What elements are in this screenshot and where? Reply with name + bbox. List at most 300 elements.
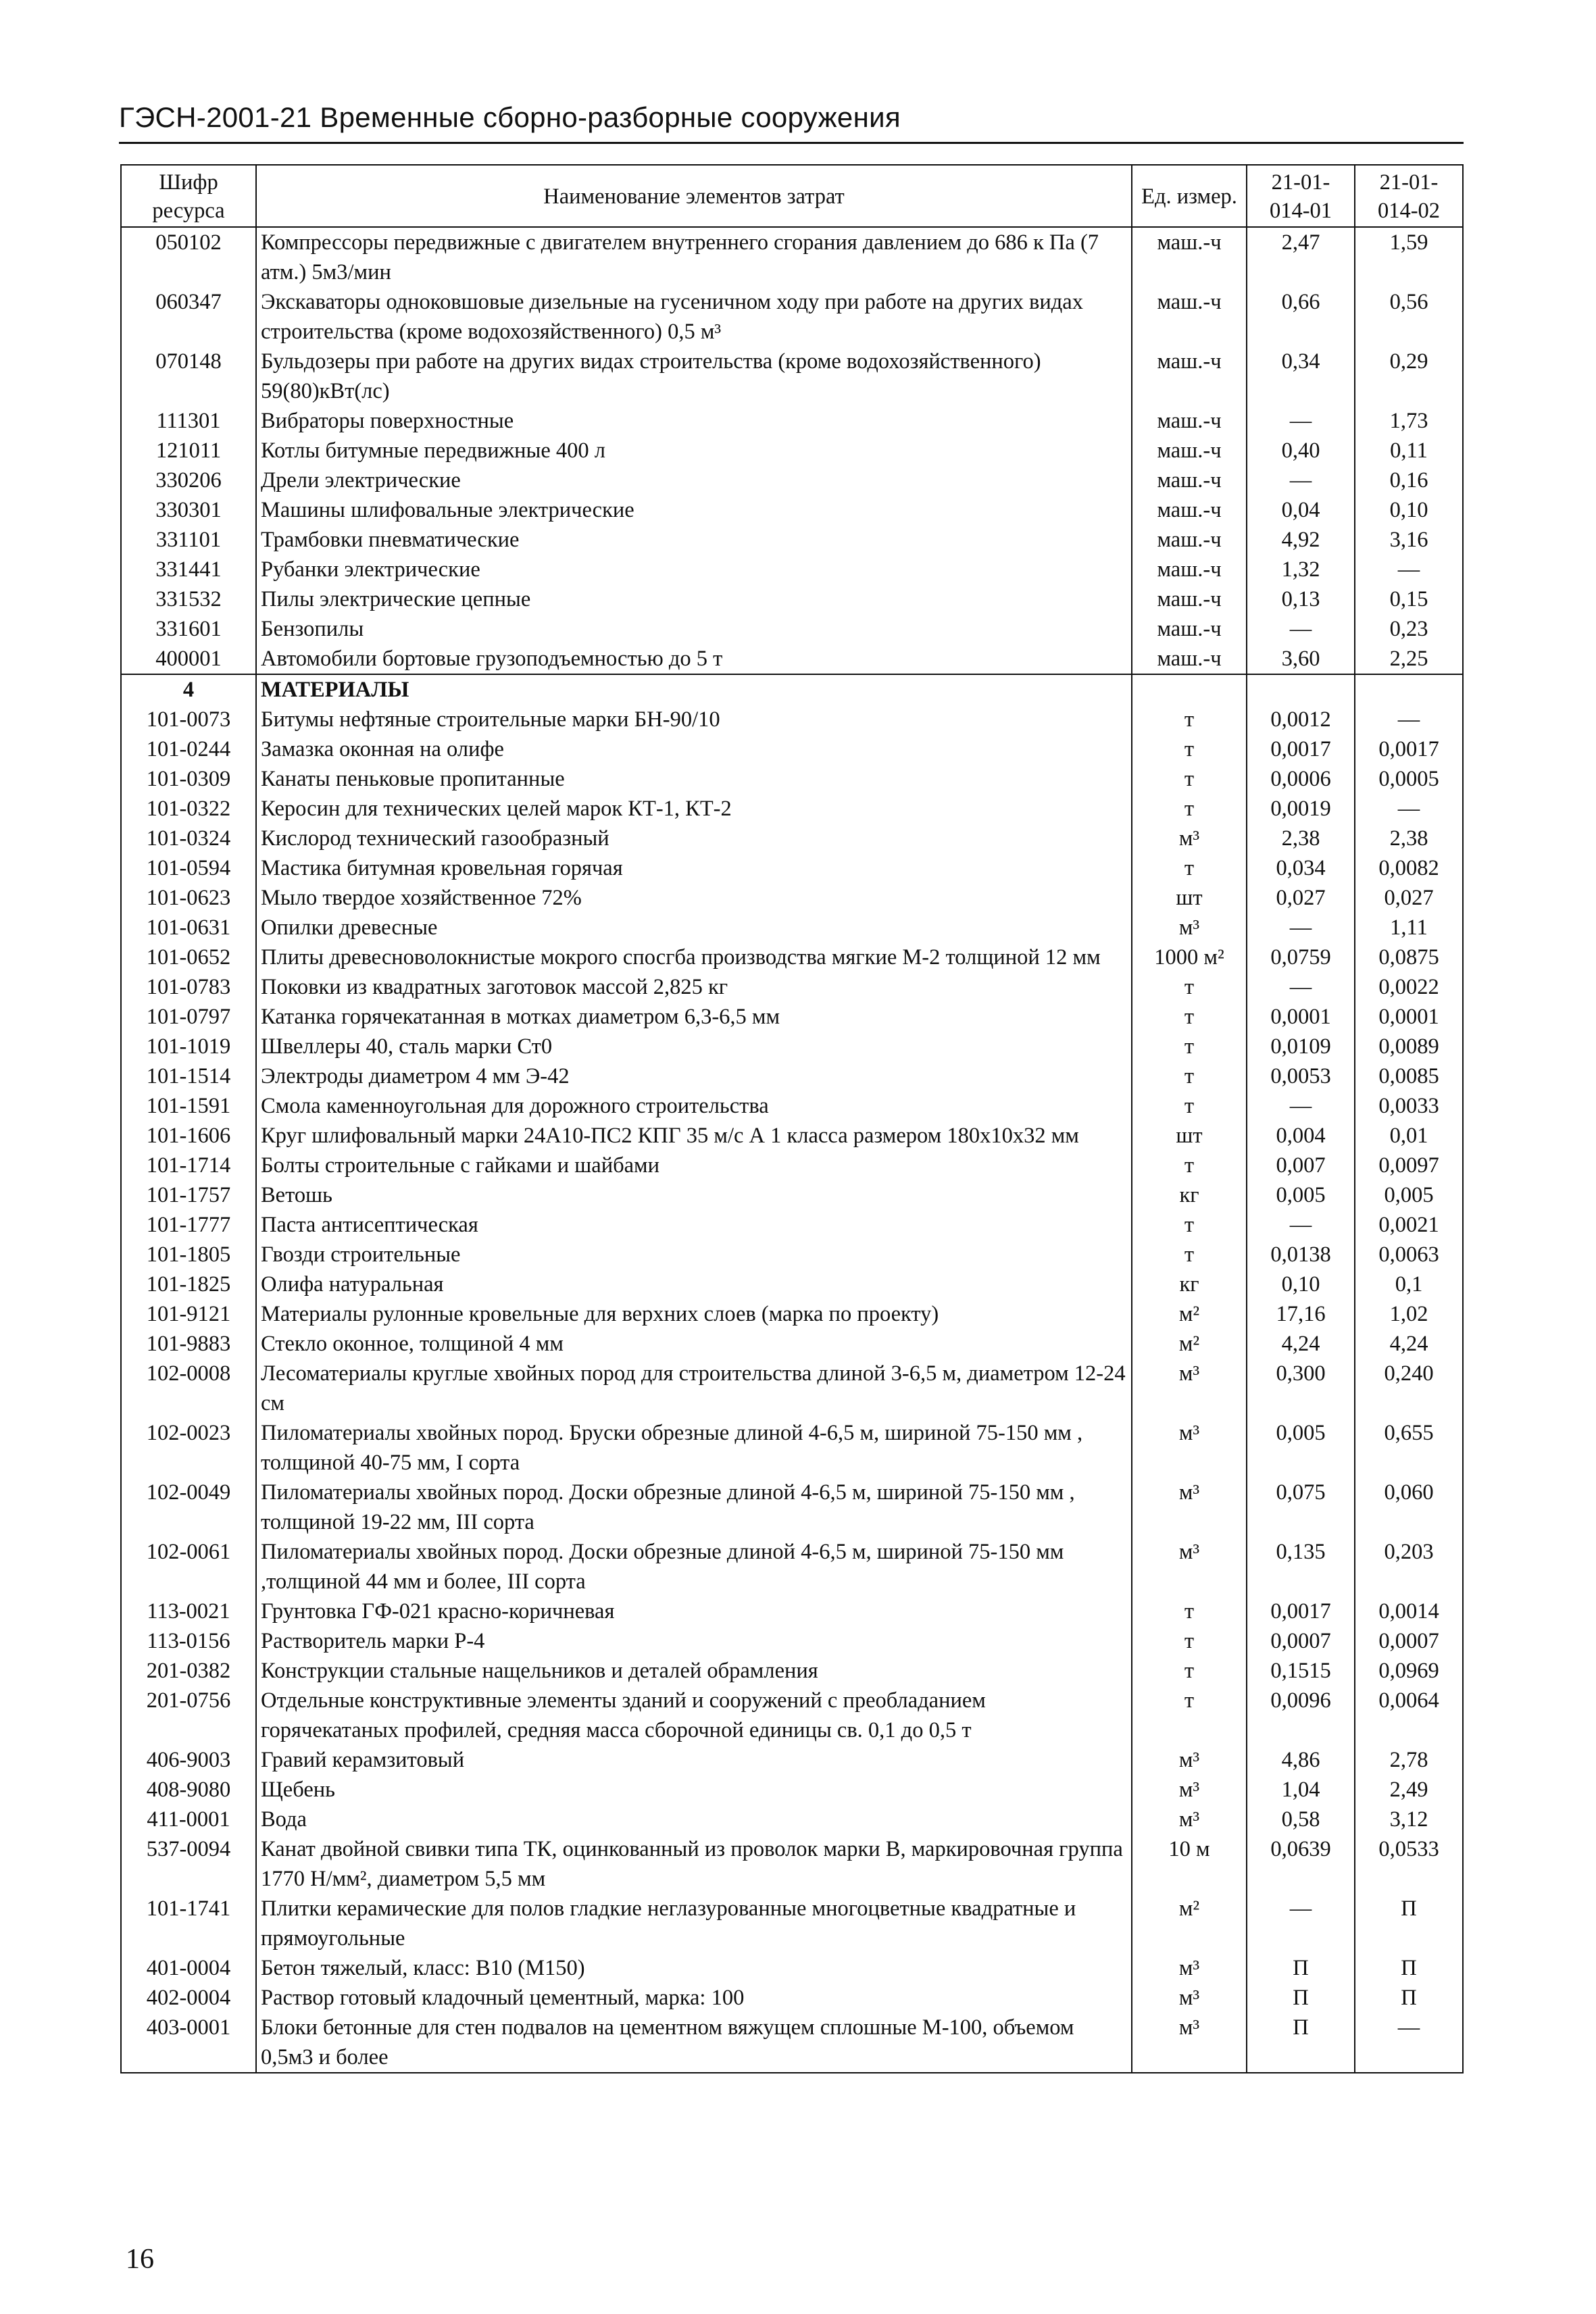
value-cell-2: 2,49 xyxy=(1355,1775,1463,1805)
value-cell-2: 0,0089 xyxy=(1355,1032,1463,1061)
value-cell-2: 0,0063 xyxy=(1355,1240,1463,1269)
table-row xyxy=(121,1180,1463,1210)
code-cell: 060347 xyxy=(121,287,256,347)
name-cell: Гвозди строительные xyxy=(256,1240,1132,1269)
table-row xyxy=(121,1032,1463,1061)
code-cell: 101-1714 xyxy=(121,1151,256,1180)
table-header xyxy=(121,165,1463,227)
name-cell: Электроды диаметром 4 мм Э-42 xyxy=(256,1061,1132,1091)
name-cell: Рубанки электрические xyxy=(256,555,1132,584)
unit-cell: м³ xyxy=(1132,1359,1247,1418)
table-row xyxy=(121,227,1463,287)
code-cell: 102-0008 xyxy=(121,1359,256,1418)
value-cell-2: 0,027 xyxy=(1355,883,1463,913)
name-cell: Котлы битумные передвижные 400 л xyxy=(256,436,1132,466)
name-cell: Щебень xyxy=(256,1775,1132,1805)
code-cell: 102-0049 xyxy=(121,1478,256,1537)
unit-cell: м³ xyxy=(1132,1418,1247,1478)
value-cell-2: 0,060 xyxy=(1355,1478,1463,1537)
value-cell-2: 0,01 xyxy=(1355,1121,1463,1151)
code-cell: 403-0001 xyxy=(121,2013,256,2073)
value-cell-2: 0,15 xyxy=(1355,584,1463,614)
table-row xyxy=(121,1775,1463,1805)
name-cell: Конструкции стальные нащельников и деталей обрамления xyxy=(256,1656,1132,1686)
value-cell-2: 0,0021 xyxy=(1355,1210,1463,1240)
unit-cell: т xyxy=(1132,1091,1247,1121)
value-cell-2: 0,0969 xyxy=(1355,1656,1463,1686)
code-cell: 101-0631 xyxy=(121,913,256,942)
table-row xyxy=(121,883,1463,913)
unit-cell: т xyxy=(1132,1656,1247,1686)
table-row xyxy=(121,614,1463,644)
unit-cell: маш.-ч xyxy=(1132,525,1247,555)
name-cell: Машины шлифовальные электрические xyxy=(256,495,1132,525)
unit-cell: т xyxy=(1132,705,1247,734)
unit-cell: 1000 м² xyxy=(1132,942,1247,972)
value-cell-2: П xyxy=(1355,1953,1463,1983)
value-cell-2: 4,24 xyxy=(1355,1329,1463,1359)
value-cell-1: — xyxy=(1247,406,1355,436)
value-cell-1: 0,0017 xyxy=(1247,734,1355,764)
table-row xyxy=(121,942,1463,972)
unit-cell: м³ xyxy=(1132,1775,1247,1805)
table-row xyxy=(121,1299,1463,1329)
name-cell: Блоки бетонные для стен подвалов на цементном вяжущем сплошные М-100, объемом 0,5м3 и более xyxy=(256,2013,1132,2073)
page-header-title: ГЭСН-2001-21 Временные сборно-разборные сооружения xyxy=(119,101,901,133)
code-cell: 101-9121 xyxy=(121,1299,256,1329)
value-cell-1: П xyxy=(1247,1953,1355,1983)
name-cell: Стекло оконное, толщиной 4 мм xyxy=(256,1329,1132,1359)
value-cell-1: 0,0006 xyxy=(1247,764,1355,794)
unit-cell: т xyxy=(1132,1210,1247,1240)
value-cell-1: 0,0001 xyxy=(1247,1002,1355,1032)
table-row xyxy=(121,555,1463,584)
name-cell: Битумы нефтяные строительные марки БН-90/10 xyxy=(256,705,1132,734)
code-cell: 101-1591 xyxy=(121,1091,256,1121)
value-cell-2: 1,59 xyxy=(1355,227,1463,287)
table-row xyxy=(121,1478,1463,1537)
value-cell-1: 0,007 xyxy=(1247,1151,1355,1180)
resource-table xyxy=(120,164,1464,2073)
table-row xyxy=(121,764,1463,794)
table-row xyxy=(121,1805,1463,1834)
value-cell-2: 0,11 xyxy=(1355,436,1463,466)
value-cell-2: 0,23 xyxy=(1355,614,1463,644)
unit-cell: т xyxy=(1132,853,1247,883)
value-cell-2: 2,25 xyxy=(1355,644,1463,674)
value-cell-1: 0,40 xyxy=(1247,436,1355,466)
name-cell: Бульдозеры при работе на других видах строительства (кроме водохозяйственного) 59(80)кВт(лс) xyxy=(256,347,1132,406)
value-cell-1: 0,0138 xyxy=(1247,1240,1355,1269)
value-cell-1: 0,075 xyxy=(1247,1478,1355,1537)
code-cell: 408-9080 xyxy=(121,1775,256,1805)
unit-cell: м³ xyxy=(1132,913,1247,942)
table-row xyxy=(121,1834,1463,1894)
table-row xyxy=(121,1240,1463,1269)
value-cell-1: 0,0007 xyxy=(1247,1626,1355,1656)
name-cell: Дрели электрические xyxy=(256,466,1132,495)
name-cell: Плитки керамические для полов гладкие неглазурованные многоцветные квадратные и прямоугольные xyxy=(256,1894,1132,1953)
header-divider xyxy=(119,142,1464,144)
name-cell: Пиломатериалы хвойных пород. Доски обрезные длиной 4-6,5 м, шириной 75-150 мм ,толщиной 44 мм и более, III сорта xyxy=(256,1537,1132,1596)
table-row xyxy=(121,824,1463,853)
value-cell-1: 0,34 xyxy=(1247,347,1355,406)
value-cell-1: 0,005 xyxy=(1247,1418,1355,1478)
value-cell-2: 1,02 xyxy=(1355,1299,1463,1329)
value-cell-2: 1,73 xyxy=(1355,406,1463,436)
table-row xyxy=(121,1061,1463,1091)
code-cell: 401-0004 xyxy=(121,1953,256,1983)
unit-cell: м³ xyxy=(1132,1983,1247,2013)
name-cell: Поковки из квадратных заготовок массой 2,825 кг xyxy=(256,972,1132,1002)
table-row xyxy=(121,1894,1463,1953)
unit-cell: кг xyxy=(1132,1180,1247,1210)
value-cell-1: 0,135 xyxy=(1247,1537,1355,1596)
value-cell-2: 3,16 xyxy=(1355,525,1463,555)
name-cell: Экскаваторы одноковшовые дизельные на гусеничном ходу при работе на других видах строительства (кроме водохозяйственного) 0,5 м³ xyxy=(256,287,1132,347)
table-row xyxy=(121,1626,1463,1656)
table-row xyxy=(121,1210,1463,1240)
code-cell: 331532 xyxy=(121,584,256,614)
code-cell: 402-0004 xyxy=(121,1983,256,2013)
unit-cell: маш.-ч xyxy=(1132,495,1247,525)
table-row xyxy=(121,1418,1463,1478)
name-cell: Опилки древесные xyxy=(256,913,1132,942)
unit-cell: м³ xyxy=(1132,824,1247,853)
value-cell-1: П xyxy=(1247,2013,1355,2073)
unit-cell: маш.-ч xyxy=(1132,466,1247,495)
code-cell: 102-0023 xyxy=(121,1418,256,1478)
code-cell: 4 xyxy=(121,674,256,705)
unit-cell: м² xyxy=(1132,1894,1247,1953)
name-cell: Отдельные конструктивные элементы зданий и сооружений с преобладанием горячекатаных профилей, средняя масса сборочной единицы св. 0,1 до 0,5 т xyxy=(256,1686,1132,1745)
name-cell: Швеллеры 40, сталь марки Ст0 xyxy=(256,1032,1132,1061)
table-row xyxy=(121,1686,1463,1745)
value-cell-2: 0,0007 xyxy=(1355,1626,1463,1656)
name-cell: Пиломатериалы хвойных пород. Доски обрезные длиной 4-6,5 м, шириной 75-150 мм , толщиной 19-22 мм, III сорта xyxy=(256,1478,1132,1537)
unit-cell: м² xyxy=(1132,1299,1247,1329)
unit-cell: т xyxy=(1132,1596,1247,1626)
table-row xyxy=(121,436,1463,466)
value-cell-1: 0,0053 xyxy=(1247,1061,1355,1091)
value-cell-2: П xyxy=(1355,1983,1463,2013)
value-cell-2: 0,0533 xyxy=(1355,1834,1463,1894)
value-cell-1: 4,24 xyxy=(1247,1329,1355,1359)
unit-cell: м³ xyxy=(1132,1478,1247,1537)
name-cell: Пилы электрические цепные xyxy=(256,584,1132,614)
unit-cell: м³ xyxy=(1132,1537,1247,1596)
name-cell: Вибраторы поверхностные xyxy=(256,406,1132,436)
table-row xyxy=(121,1121,1463,1151)
table-row xyxy=(121,1983,1463,2013)
code-cell: 331101 xyxy=(121,525,256,555)
name-cell: Пиломатериалы хвойных пород. Бруски обрезные длиной 4-6,5 м, шириной 75-150 мм , толщиной 40-75 мм, I сорта xyxy=(256,1418,1132,1478)
table-row xyxy=(121,1656,1463,1686)
code-cell: 331441 xyxy=(121,555,256,584)
value-cell-2: П xyxy=(1355,1894,1463,1953)
name-cell: МАТЕРИАЛЫ xyxy=(256,674,1132,705)
unit-cell: т xyxy=(1132,1686,1247,1745)
code-cell: 330301 xyxy=(121,495,256,525)
code-cell: 102-0061 xyxy=(121,1537,256,1596)
value-cell-2: 0,1 xyxy=(1355,1269,1463,1299)
value-cell-1: 0,04 xyxy=(1247,495,1355,525)
table-row xyxy=(121,1953,1463,1983)
value-cell-2: 0,240 xyxy=(1355,1359,1463,1418)
value-cell-1: 17,16 xyxy=(1247,1299,1355,1329)
value-cell-2: 0,0014 xyxy=(1355,1596,1463,1626)
name-cell: Лесоматериалы круглые хвойных пород для строительства длиной 3-6,5 м, диаметром 12-24 см xyxy=(256,1359,1132,1418)
code-cell: 050102 xyxy=(121,227,256,287)
table-row xyxy=(121,853,1463,883)
unit-cell: т xyxy=(1132,1032,1247,1061)
value-cell-1: 1,32 xyxy=(1247,555,1355,584)
unit-cell: т xyxy=(1132,734,1247,764)
name-cell: Бензопилы xyxy=(256,614,1132,644)
value-cell-2: 3,12 xyxy=(1355,1805,1463,1834)
name-cell: Материалы рулонные кровельные для верхних слоев (марка по проекту) xyxy=(256,1299,1132,1329)
code-cell: 101-0652 xyxy=(121,942,256,972)
table-row xyxy=(121,913,1463,942)
name-cell: Трамбовки пневматические xyxy=(256,525,1132,555)
table-row xyxy=(121,2013,1463,2073)
value-cell-1: 0,10 xyxy=(1247,1269,1355,1299)
code-cell: 411-0001 xyxy=(121,1805,256,1834)
unit-cell: 10 м xyxy=(1132,1834,1247,1894)
unit-cell xyxy=(1132,674,1247,705)
value-cell-2: 0,203 xyxy=(1355,1537,1463,1596)
value-cell-2: — xyxy=(1355,2013,1463,2073)
unit-cell: т xyxy=(1132,1240,1247,1269)
table-row xyxy=(121,644,1463,674)
value-cell-1: 0,034 xyxy=(1247,853,1355,883)
value-cell-2: 2,78 xyxy=(1355,1745,1463,1775)
code-cell: 101-0309 xyxy=(121,764,256,794)
header-col1: 21-01-014-01 xyxy=(1247,165,1355,227)
value-cell-1: 0,0639 xyxy=(1247,1834,1355,1894)
name-cell: Гравий керамзитовый xyxy=(256,1745,1132,1775)
value-cell-1: 0,300 xyxy=(1247,1359,1355,1418)
value-cell-2: 0,0017 xyxy=(1355,734,1463,764)
value-cell-2: 0,0875 xyxy=(1355,942,1463,972)
name-cell: Мыло твердое хозяйственное 72% xyxy=(256,883,1132,913)
table-row xyxy=(121,705,1463,734)
code-cell: 101-1757 xyxy=(121,1180,256,1210)
table-row xyxy=(121,972,1463,1002)
name-cell: Керосин для технических целей марок КТ-1, КТ-2 xyxy=(256,794,1132,824)
unit-cell: маш.-ч xyxy=(1132,644,1247,674)
table-row xyxy=(121,584,1463,614)
value-cell-2: 0,0022 xyxy=(1355,972,1463,1002)
value-cell-1 xyxy=(1247,674,1355,705)
table-row xyxy=(121,1151,1463,1180)
name-cell: Компрессоры передвижные с двигателем внутреннего сгорания давлением до 686 к Па (7 атм.) 5м3/мин xyxy=(256,227,1132,287)
unit-cell: маш.-ч xyxy=(1132,287,1247,347)
value-cell-1: 2,47 xyxy=(1247,227,1355,287)
value-cell-1: 0,004 xyxy=(1247,1121,1355,1151)
value-cell-1: — xyxy=(1247,972,1355,1002)
section-row xyxy=(121,674,1463,705)
name-cell: Круг шлифовальный марки 24А10-ПС2 КПГ 35 м/с А 1 класса размером 180х10х32 мм xyxy=(256,1121,1132,1151)
table-row xyxy=(121,1537,1463,1596)
table-row xyxy=(121,1329,1463,1359)
code-cell: 113-0156 xyxy=(121,1626,256,1656)
value-cell-1: 2,38 xyxy=(1247,824,1355,853)
name-cell: Ветошь xyxy=(256,1180,1132,1210)
code-cell: 101-1019 xyxy=(121,1032,256,1061)
table-row xyxy=(121,287,1463,347)
table-body xyxy=(121,227,1463,2073)
unit-cell: маш.-ч xyxy=(1132,227,1247,287)
unit-cell: т xyxy=(1132,1626,1247,1656)
value-cell-2: 0,0085 xyxy=(1355,1061,1463,1091)
value-cell-2 xyxy=(1355,674,1463,705)
value-cell-1: 0,0759 xyxy=(1247,942,1355,972)
code-cell: 101-1741 xyxy=(121,1894,256,1953)
unit-cell: м³ xyxy=(1132,2013,1247,2073)
value-cell-1: 4,92 xyxy=(1247,525,1355,555)
value-cell-2: 0,0005 xyxy=(1355,764,1463,794)
value-cell-1: — xyxy=(1247,614,1355,644)
value-cell-1: — xyxy=(1247,1894,1355,1953)
value-cell-1: 3,60 xyxy=(1247,644,1355,674)
code-cell: 101-1514 xyxy=(121,1061,256,1091)
code-cell: 113-0021 xyxy=(121,1596,256,1626)
code-cell: 101-1805 xyxy=(121,1240,256,1269)
code-cell: 101-0783 xyxy=(121,972,256,1002)
code-cell: 101-0623 xyxy=(121,883,256,913)
value-cell-1: П xyxy=(1247,1983,1355,2013)
code-cell: 121011 xyxy=(121,436,256,466)
name-cell: Вода xyxy=(256,1805,1132,1834)
value-cell-2: 0,005 xyxy=(1355,1180,1463,1210)
value-cell-1: 0,0096 xyxy=(1247,1686,1355,1745)
name-cell: Смола каменноугольная для дорожного строительства xyxy=(256,1091,1132,1121)
value-cell-2: 0,56 xyxy=(1355,287,1463,347)
code-cell: 101-0244 xyxy=(121,734,256,764)
value-cell-1: — xyxy=(1247,466,1355,495)
value-cell-1: 1,04 xyxy=(1247,1775,1355,1805)
value-cell-2: 0,10 xyxy=(1355,495,1463,525)
unit-cell: кг xyxy=(1132,1269,1247,1299)
name-cell: Мастика битумная кровельная горячая xyxy=(256,853,1132,883)
value-cell-2: 0,0001 xyxy=(1355,1002,1463,1032)
code-cell: 101-0594 xyxy=(121,853,256,883)
code-cell: 406-9003 xyxy=(121,1745,256,1775)
table-row xyxy=(121,495,1463,525)
table-row xyxy=(121,347,1463,406)
value-cell-1: 0,0019 xyxy=(1247,794,1355,824)
value-cell-1: — xyxy=(1247,1210,1355,1240)
value-cell-2: 0,655 xyxy=(1355,1418,1463,1478)
value-cell-1: 0,0109 xyxy=(1247,1032,1355,1061)
unit-cell: м³ xyxy=(1132,1953,1247,1983)
code-cell: 331601 xyxy=(121,614,256,644)
table-row xyxy=(121,1359,1463,1418)
name-cell: Замазка оконная на олифе xyxy=(256,734,1132,764)
table-row xyxy=(121,1091,1463,1121)
code-cell: 400001 xyxy=(121,644,256,674)
unit-cell: маш.-ч xyxy=(1132,347,1247,406)
code-cell: 201-0756 xyxy=(121,1686,256,1745)
value-cell-2: — xyxy=(1355,705,1463,734)
name-cell: Канат двойной свивки типа ТК, оцинкованный из проволок марки В, маркировочная группа 1770 Н/мм², диаметром 5,5 мм xyxy=(256,1834,1132,1894)
value-cell-1: 0,027 xyxy=(1247,883,1355,913)
unit-cell: т xyxy=(1132,1002,1247,1032)
code-cell: 537-0094 xyxy=(121,1834,256,1894)
table-row xyxy=(121,525,1463,555)
table-row xyxy=(121,794,1463,824)
unit-cell: шт xyxy=(1132,883,1247,913)
name-cell: Бетон тяжелый, класс: В10 (М150) xyxy=(256,1953,1132,1983)
value-cell-2: 0,16 xyxy=(1355,466,1463,495)
name-cell: Болты строительные с гайками и шайбами xyxy=(256,1151,1132,1180)
code-cell: 330206 xyxy=(121,466,256,495)
name-cell: Раствор готовый кладочный цементный, марка: 100 xyxy=(256,1983,1132,2013)
value-cell-2: 0,29 xyxy=(1355,347,1463,406)
name-cell: Грунтовка ГФ-021 красно-коричневая xyxy=(256,1596,1132,1626)
value-cell-2: — xyxy=(1355,794,1463,824)
unit-cell: маш.-ч xyxy=(1132,555,1247,584)
code-cell: 201-0382 xyxy=(121,1656,256,1686)
value-cell-1: 0,58 xyxy=(1247,1805,1355,1834)
table-row xyxy=(121,1002,1463,1032)
unit-cell: м³ xyxy=(1132,1745,1247,1775)
name-cell: Кислород технический газообразный xyxy=(256,824,1132,853)
unit-cell: м³ xyxy=(1132,1805,1247,1834)
code-cell: 111301 xyxy=(121,406,256,436)
value-cell-1: 0,1515 xyxy=(1247,1656,1355,1686)
value-cell-1: — xyxy=(1247,1091,1355,1121)
unit-cell: т xyxy=(1132,972,1247,1002)
table-row xyxy=(121,466,1463,495)
unit-cell: маш.-ч xyxy=(1132,614,1247,644)
unit-cell: маш.-ч xyxy=(1132,436,1247,466)
code-cell: 101-0322 xyxy=(121,794,256,824)
header-unit: Ед. измер. xyxy=(1132,165,1247,227)
unit-cell: т xyxy=(1132,764,1247,794)
table-row xyxy=(121,1269,1463,1299)
code-cell: 101-1606 xyxy=(121,1121,256,1151)
name-cell: Растворитель марки Р-4 xyxy=(256,1626,1132,1656)
code-cell: 101-9883 xyxy=(121,1329,256,1359)
unit-cell: т xyxy=(1132,1151,1247,1180)
value-cell-1: 0,66 xyxy=(1247,287,1355,347)
code-cell: 070148 xyxy=(121,347,256,406)
table-row xyxy=(121,406,1463,436)
unit-cell: т xyxy=(1132,1061,1247,1091)
unit-cell: шт xyxy=(1132,1121,1247,1151)
value-cell-1: 0,0017 xyxy=(1247,1596,1355,1626)
value-cell-2: — xyxy=(1355,555,1463,584)
value-cell-2: 0,0064 xyxy=(1355,1686,1463,1745)
name-cell: Олифа натуральная xyxy=(256,1269,1132,1299)
header-name: Наименование элементов затрат xyxy=(256,165,1132,227)
value-cell-2: 2,38 xyxy=(1355,824,1463,853)
value-cell-1: — xyxy=(1247,913,1355,942)
name-cell: Катанка горячекатанная в мотках диаметром 6,3-6,5 мм xyxy=(256,1002,1132,1032)
table-row xyxy=(121,1596,1463,1626)
unit-cell: м² xyxy=(1132,1329,1247,1359)
value-cell-2: 0,0082 xyxy=(1355,853,1463,883)
unit-cell: маш.-ч xyxy=(1132,584,1247,614)
value-cell-2: 0,0097 xyxy=(1355,1151,1463,1180)
value-cell-1: 0,005 xyxy=(1247,1180,1355,1210)
unit-cell: т xyxy=(1132,794,1247,824)
name-cell: Канаты пеньковые пропитанные xyxy=(256,764,1132,794)
table-row xyxy=(121,1745,1463,1775)
name-cell: Паста антисептическая xyxy=(256,1210,1132,1240)
